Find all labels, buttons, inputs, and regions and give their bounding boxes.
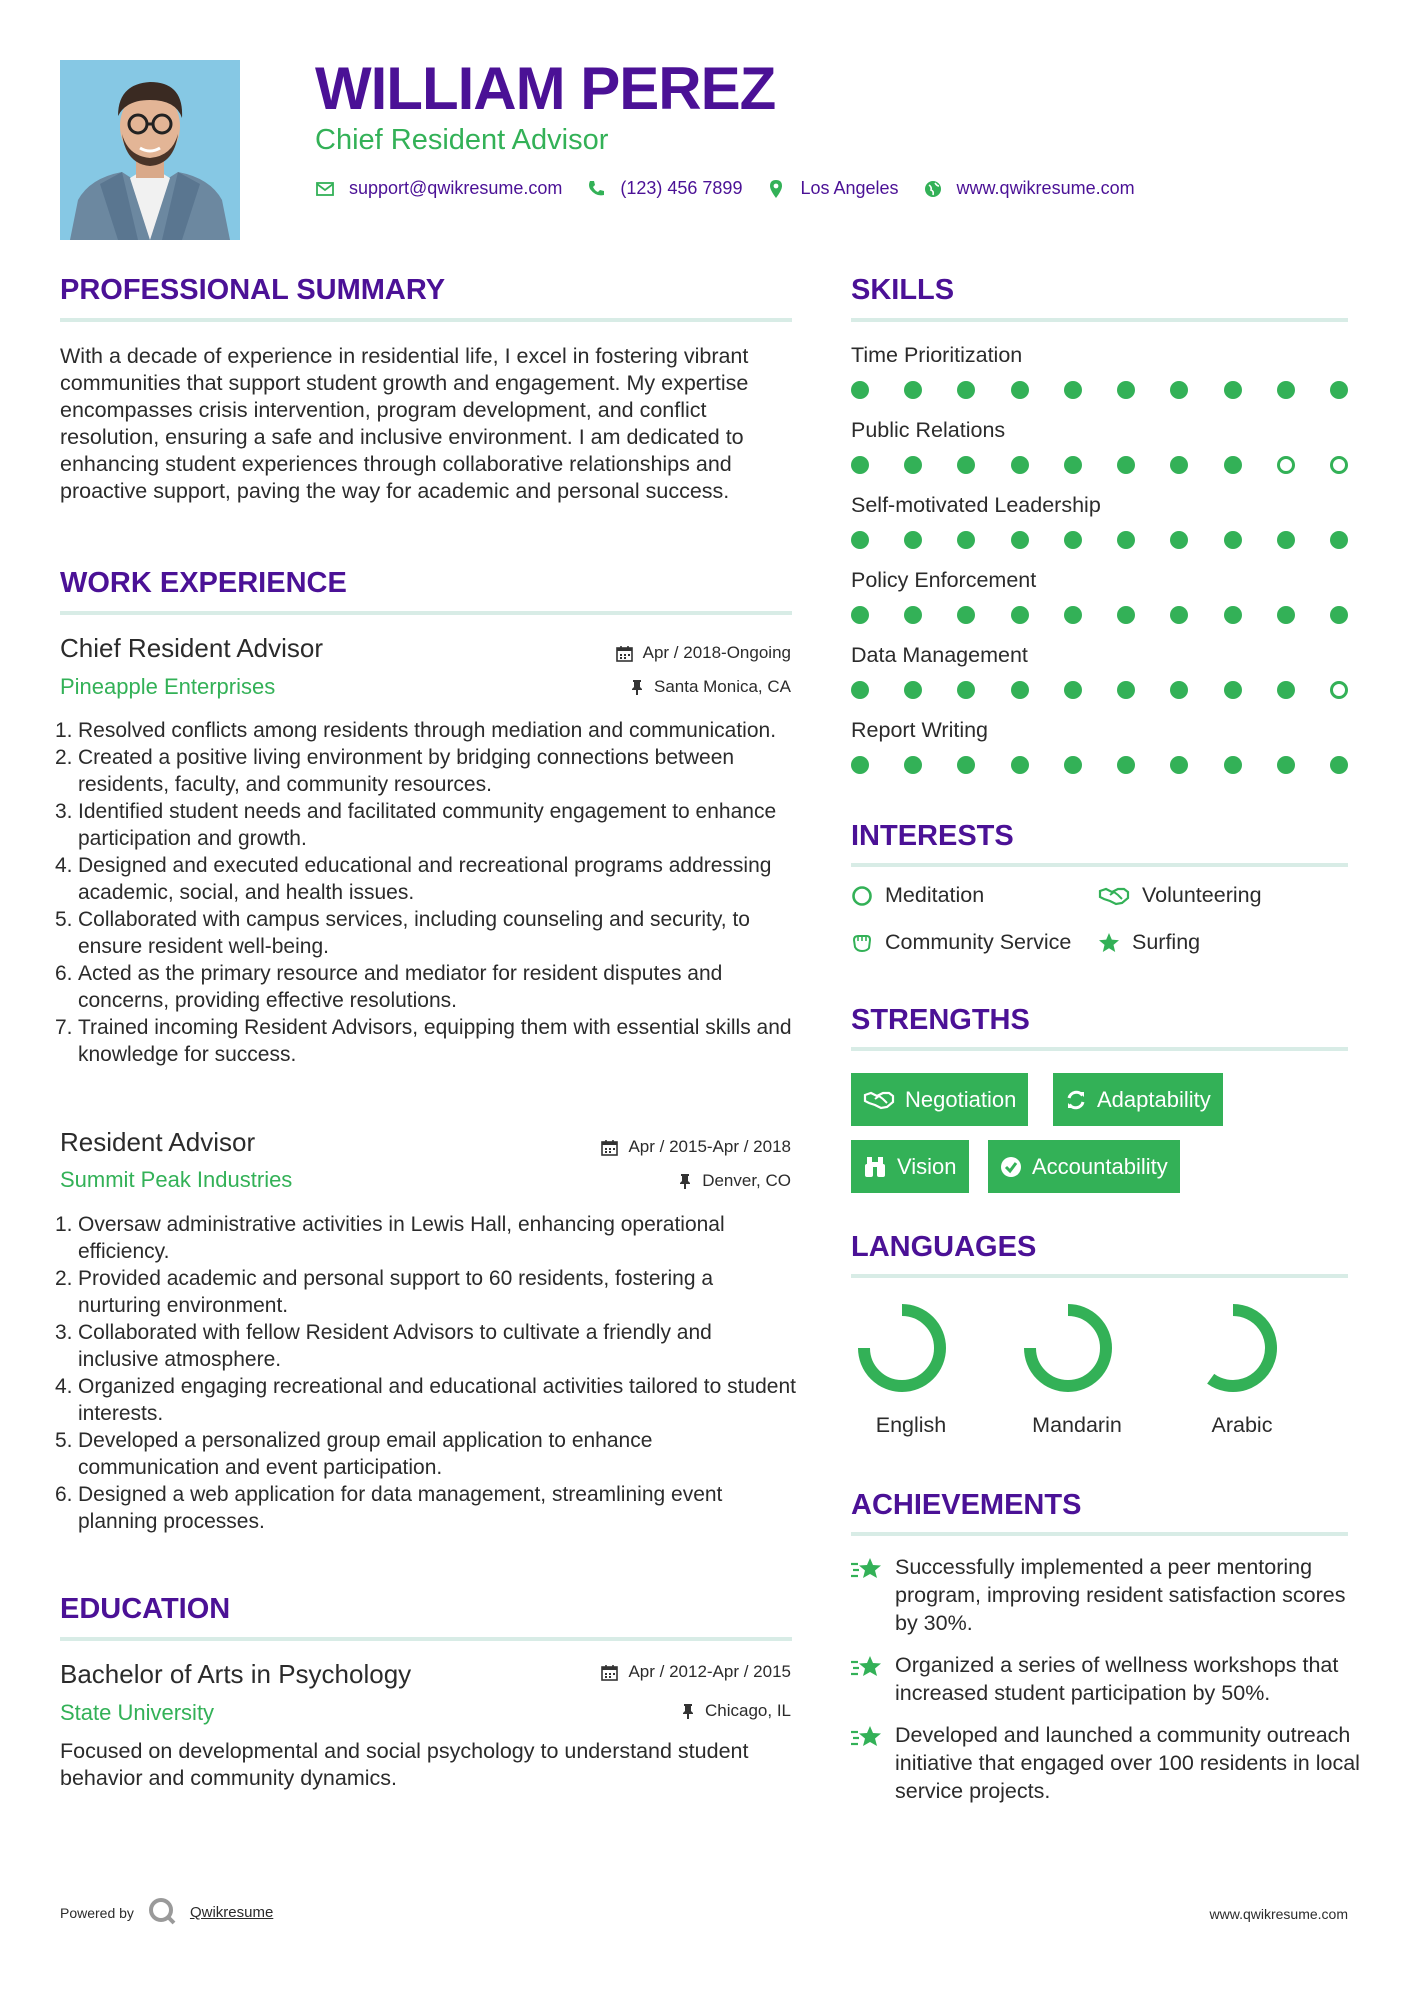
rating-dot-filled (957, 606, 975, 624)
job-location-text: Santa Monica, CA (653, 677, 791, 696)
skill-name: Public Relations (851, 418, 1006, 442)
rating-dot-filled (957, 456, 975, 474)
trophy-star-icon (850, 1555, 884, 1585)
rating-dot-filled (1224, 456, 1242, 474)
candidate-name: WILLIAM PEREZ (315, 55, 776, 122)
rating-dot-filled (1117, 456, 1135, 474)
star-icon (1098, 932, 1120, 954)
language-gauge (1158, 1298, 1308, 1398)
rating-dot-filled (1170, 381, 1188, 399)
rating-dot-filled (851, 681, 869, 699)
job-location (630, 677, 791, 697)
skills-heading: SKILLS (851, 274, 955, 306)
education-description: Focused on developmental and social psychology to understand student behavior and community dynamics. (60, 1739, 749, 1790)
rating-dot-filled (1330, 531, 1348, 549)
job-dates-text: Apr / 2015-Apr / 2018 (628, 1137, 791, 1156)
language-label: English (875, 1413, 947, 1437)
languages-divider (851, 1274, 1348, 1278)
phone-text: (123) 456 7899 (620, 178, 743, 198)
map-pin-icon (766, 179, 786, 199)
list-item: 1. Oversaw administrative activities in Lewis Hall, enhancing operational efficiency. (55, 1213, 725, 1263)
rating-dot-filled (1064, 606, 1082, 624)
list-item: 2. Provided academic and personal support to 60 residents, fostering a nurturing environment. (55, 1267, 714, 1317)
globe-icon (923, 179, 943, 199)
skill-rating (851, 381, 1348, 399)
rating-dot-filled (904, 456, 922, 474)
skill-rating (851, 531, 1348, 549)
skill-rating (851, 606, 1348, 624)
strength-tag: Negotiation (851, 1073, 1028, 1126)
pin-icon (630, 679, 644, 696)
strength-tag: Accountability (988, 1140, 1180, 1193)
powered-by-text: Powered by (60, 1904, 134, 1921)
list-item: 6. Designed a web application for data management, streamlining event planning processes. (55, 1483, 723, 1533)
language-proficiency-arc (864, 1310, 940, 1386)
rating-dot-filled (1330, 756, 1348, 774)
refresh-icon (1065, 1089, 1087, 1111)
rating-dot-filled (851, 531, 869, 549)
rating-dot-filled (1224, 756, 1242, 774)
job-dates (616, 643, 791, 663)
rating-dot-filled (1064, 456, 1082, 474)
rating-dot-filled (851, 606, 869, 624)
list-item: 6. Acted as the primary resource and mediator for resident disputes and concerns, providing effective resolutions. (55, 962, 723, 1012)
rating-dot-filled (1170, 606, 1188, 624)
footer-powered-by (60, 1897, 273, 1928)
check-circle-icon (1000, 1156, 1022, 1178)
language-proficiency-arc (1030, 1310, 1106, 1386)
summary-heading: PROFESSIONAL SUMMARY (60, 274, 446, 306)
language-label: Mandarin (1032, 1413, 1122, 1437)
hand-icon (851, 932, 873, 954)
school-name: State University (60, 1700, 215, 1725)
pin-icon (681, 1703, 695, 1720)
contact-email[interactable] (315, 178, 562, 199)
degree-title: Bachelor of Arts in Psychology (60, 1659, 412, 1689)
interest-item: Meditation (851, 883, 984, 908)
rating-dot-filled (1277, 381, 1295, 399)
rating-dot-filled (1011, 606, 1029, 624)
job-location-text: Denver, CO (702, 1171, 791, 1190)
rating-dot-filled (1117, 381, 1135, 399)
list-item: 4. Organized engaging recreational and educational activities tailored to student interests. (55, 1375, 796, 1425)
interests-heading: INTERESTS (851, 820, 1014, 852)
rating-dot-filled (851, 756, 869, 774)
phone-icon (586, 179, 606, 199)
rating-dot-filled (1277, 681, 1295, 699)
contact-bar (315, 178, 1159, 199)
rating-dot-filled (1011, 531, 1029, 549)
rating-dot-filled (1064, 756, 1082, 774)
list-item: 3. Identified student needs and facilitated community engagement to enhance participation and growth. (55, 800, 777, 850)
rating-dot-filled (1170, 756, 1188, 774)
list-item: 7. Trained incoming Resident Advisors, equipping them with essential skills and knowledge for success. (55, 1016, 792, 1066)
rating-dot-filled (1170, 681, 1188, 699)
rating-dot-filled (1330, 606, 1348, 624)
rating-dot-filled (1224, 381, 1242, 399)
rating-dot-filled (1224, 606, 1242, 624)
rating-dot-filled (1064, 381, 1082, 399)
rating-dot-filled (904, 606, 922, 624)
skill-name: Policy Enforcement (851, 568, 1037, 592)
rating-dot-filled (1117, 606, 1135, 624)
interest-item: Surfing (1098, 930, 1200, 955)
circle-icon (851, 885, 873, 907)
trophy-star-icon (850, 1723, 884, 1753)
calendar-icon (616, 645, 633, 662)
list-item: 4. Designed and executed educational and recreational programs addressing academic, social, and health issues. (55, 854, 772, 904)
experience-heading: WORK EXPERIENCE (60, 567, 347, 599)
rating-dot-filled (1011, 456, 1029, 474)
job-title: Resident Advisor (60, 1127, 256, 1157)
achievement-item: Organized a series of wellness workshops that increased student participation by 50%. (850, 1651, 1360, 1707)
education-location (681, 1701, 791, 1721)
rating-dot-filled (1011, 756, 1029, 774)
profile-photo (60, 60, 240, 240)
rating-dot-filled (1011, 681, 1029, 699)
contact-location (766, 178, 898, 199)
rating-dot-filled (1170, 456, 1188, 474)
job-dates-text: Apr / 2018-Ongoing (642, 643, 791, 662)
rating-dot-filled (1117, 531, 1135, 549)
education-dates (601, 1662, 791, 1682)
rating-dot-filled (1277, 531, 1295, 549)
calendar-icon (601, 1139, 618, 1156)
rating-dot-filled (1277, 606, 1295, 624)
interest-item: Volunteering (1098, 883, 1262, 908)
job-company: Pineapple Enterprises (60, 674, 276, 699)
job-bullets (53, 1211, 798, 1535)
interests-divider (851, 863, 1348, 867)
strengths-divider (851, 1047, 1348, 1051)
rating-dot-filled (851, 456, 869, 474)
list-item: 5. Developed a personalized group email application to enhance communication and event participation. (55, 1429, 653, 1479)
rating-dot-empty (1330, 681, 1348, 699)
rating-dot-filled (1277, 756, 1295, 774)
language-gauge (993, 1298, 1143, 1398)
brand-link[interactable]: Qwikresume (189, 1904, 274, 1921)
rating-dot-filled (1330, 381, 1348, 399)
language-proficiency-arc (1211, 1310, 1271, 1386)
rating-dot-filled (957, 381, 975, 399)
language-gauge (827, 1298, 977, 1398)
pin-icon (678, 1173, 692, 1190)
skills-divider (851, 318, 1348, 322)
skill-name: Time Prioritization (851, 343, 1023, 367)
rating-dot-filled (851, 381, 869, 399)
skill-name: Self-motivated Leadership (851, 493, 1101, 517)
list-item: 5. Collaborated with campus services, including counseling and security, to ensure resident well-being. (55, 908, 750, 958)
rating-dot-filled (957, 681, 975, 699)
handshake-icon (863, 1090, 895, 1110)
rating-dot-filled (1117, 681, 1135, 699)
achievement-item: Successfully implemented a peer mentoring program, improving resident satisfaction scores by 30%. (850, 1553, 1360, 1637)
rating-dot-empty (1277, 456, 1295, 474)
rating-dot-filled (1224, 681, 1242, 699)
experience-divider (60, 611, 792, 615)
skill-rating (851, 681, 1348, 699)
achievements-heading: ACHIEVEMENTS (851, 1489, 1082, 1521)
job-title: Chief Resident Advisor (60, 633, 324, 663)
skill-rating (851, 756, 1348, 774)
contact-phone (586, 178, 742, 199)
education-location-text: Chicago, IL (705, 1701, 791, 1720)
rating-dot-filled (1170, 531, 1188, 549)
rating-dot-empty (1330, 456, 1348, 474)
skill-name: Report Writing (851, 718, 989, 742)
job-company: Summit Peak Industries (60, 1167, 293, 1192)
list-item: 1. Resolved conflicts among residents through mediation and communication. (55, 719, 777, 742)
interest-item: Community Service (851, 930, 1071, 955)
list-item: 3. Collaborated with fellow Resident Advisors to cultivate a friendly and inclusive atmosphere. (55, 1321, 712, 1371)
rating-dot-filled (904, 531, 922, 549)
binoculars-icon (863, 1156, 887, 1178)
rating-dot-filled (1064, 681, 1082, 699)
rating-dot-filled (1011, 381, 1029, 399)
handshake-icon (1098, 885, 1130, 907)
rating-dot-filled (1117, 756, 1135, 774)
achievements-divider (851, 1532, 1348, 1536)
contact-website[interactable] (923, 178, 1135, 199)
education-heading: EDUCATION (60, 1593, 231, 1625)
education-divider (60, 1637, 792, 1641)
strength-tag: Vision (851, 1140, 969, 1193)
qwikresume-logo-icon (148, 1897, 176, 1928)
rating-dot-filled (904, 681, 922, 699)
summary-divider (60, 318, 792, 322)
achievement-item: Developed and launched a community outreach initiative that engaged over 100 residents in local service projects. (850, 1721, 1360, 1805)
job-location (678, 1171, 791, 1191)
job-bullets (53, 717, 798, 1068)
rating-dot-filled (957, 756, 975, 774)
rating-dot-filled (1224, 531, 1242, 549)
location-text: Los Angeles (800, 178, 899, 198)
candidate-title: Chief Resident Advisor (315, 124, 609, 156)
languages-heading: LANGUAGES (851, 1231, 1037, 1263)
job-dates (601, 1137, 791, 1157)
calendar-icon (601, 1664, 618, 1681)
language-label: Arabic (1211, 1413, 1273, 1437)
skill-rating (851, 456, 1348, 474)
envelope-icon (315, 179, 335, 199)
trophy-star-icon (850, 1653, 884, 1683)
summary-text: With a decade of experience in residential life, I excel in fostering vibrant communities that support student growth and engagement. My expertise encompasses crisis intervention, program development, and conflict resolution, ensuring a safe and inclusive environment. I am dedicated to enhancing student experiences through collaborative relationships and proactive support, paving the way for academic and personal success. (60, 344, 749, 503)
rating-dot-filled (957, 531, 975, 549)
strength-tag: Adaptability (1053, 1073, 1223, 1126)
skill-name: Data Management (851, 643, 1028, 667)
strengths-heading: STRENGTHS (851, 1004, 1030, 1036)
rating-dot-filled (904, 756, 922, 774)
website-link[interactable]: www.qwikresume.com (956, 178, 1135, 198)
rating-dot-filled (1064, 531, 1082, 549)
rating-dot-filled (904, 381, 922, 399)
list-item: 2. Created a positive living environment by bridging connections between residents, faculty, and community resources. (55, 746, 735, 796)
footer-website[interactable]: www.qwikresume.com (1209, 1906, 1348, 1922)
education-dates-text: Apr / 2012-Apr / 2015 (628, 1662, 791, 1681)
email-link[interactable]: support@qwikresume.com (349, 178, 563, 198)
